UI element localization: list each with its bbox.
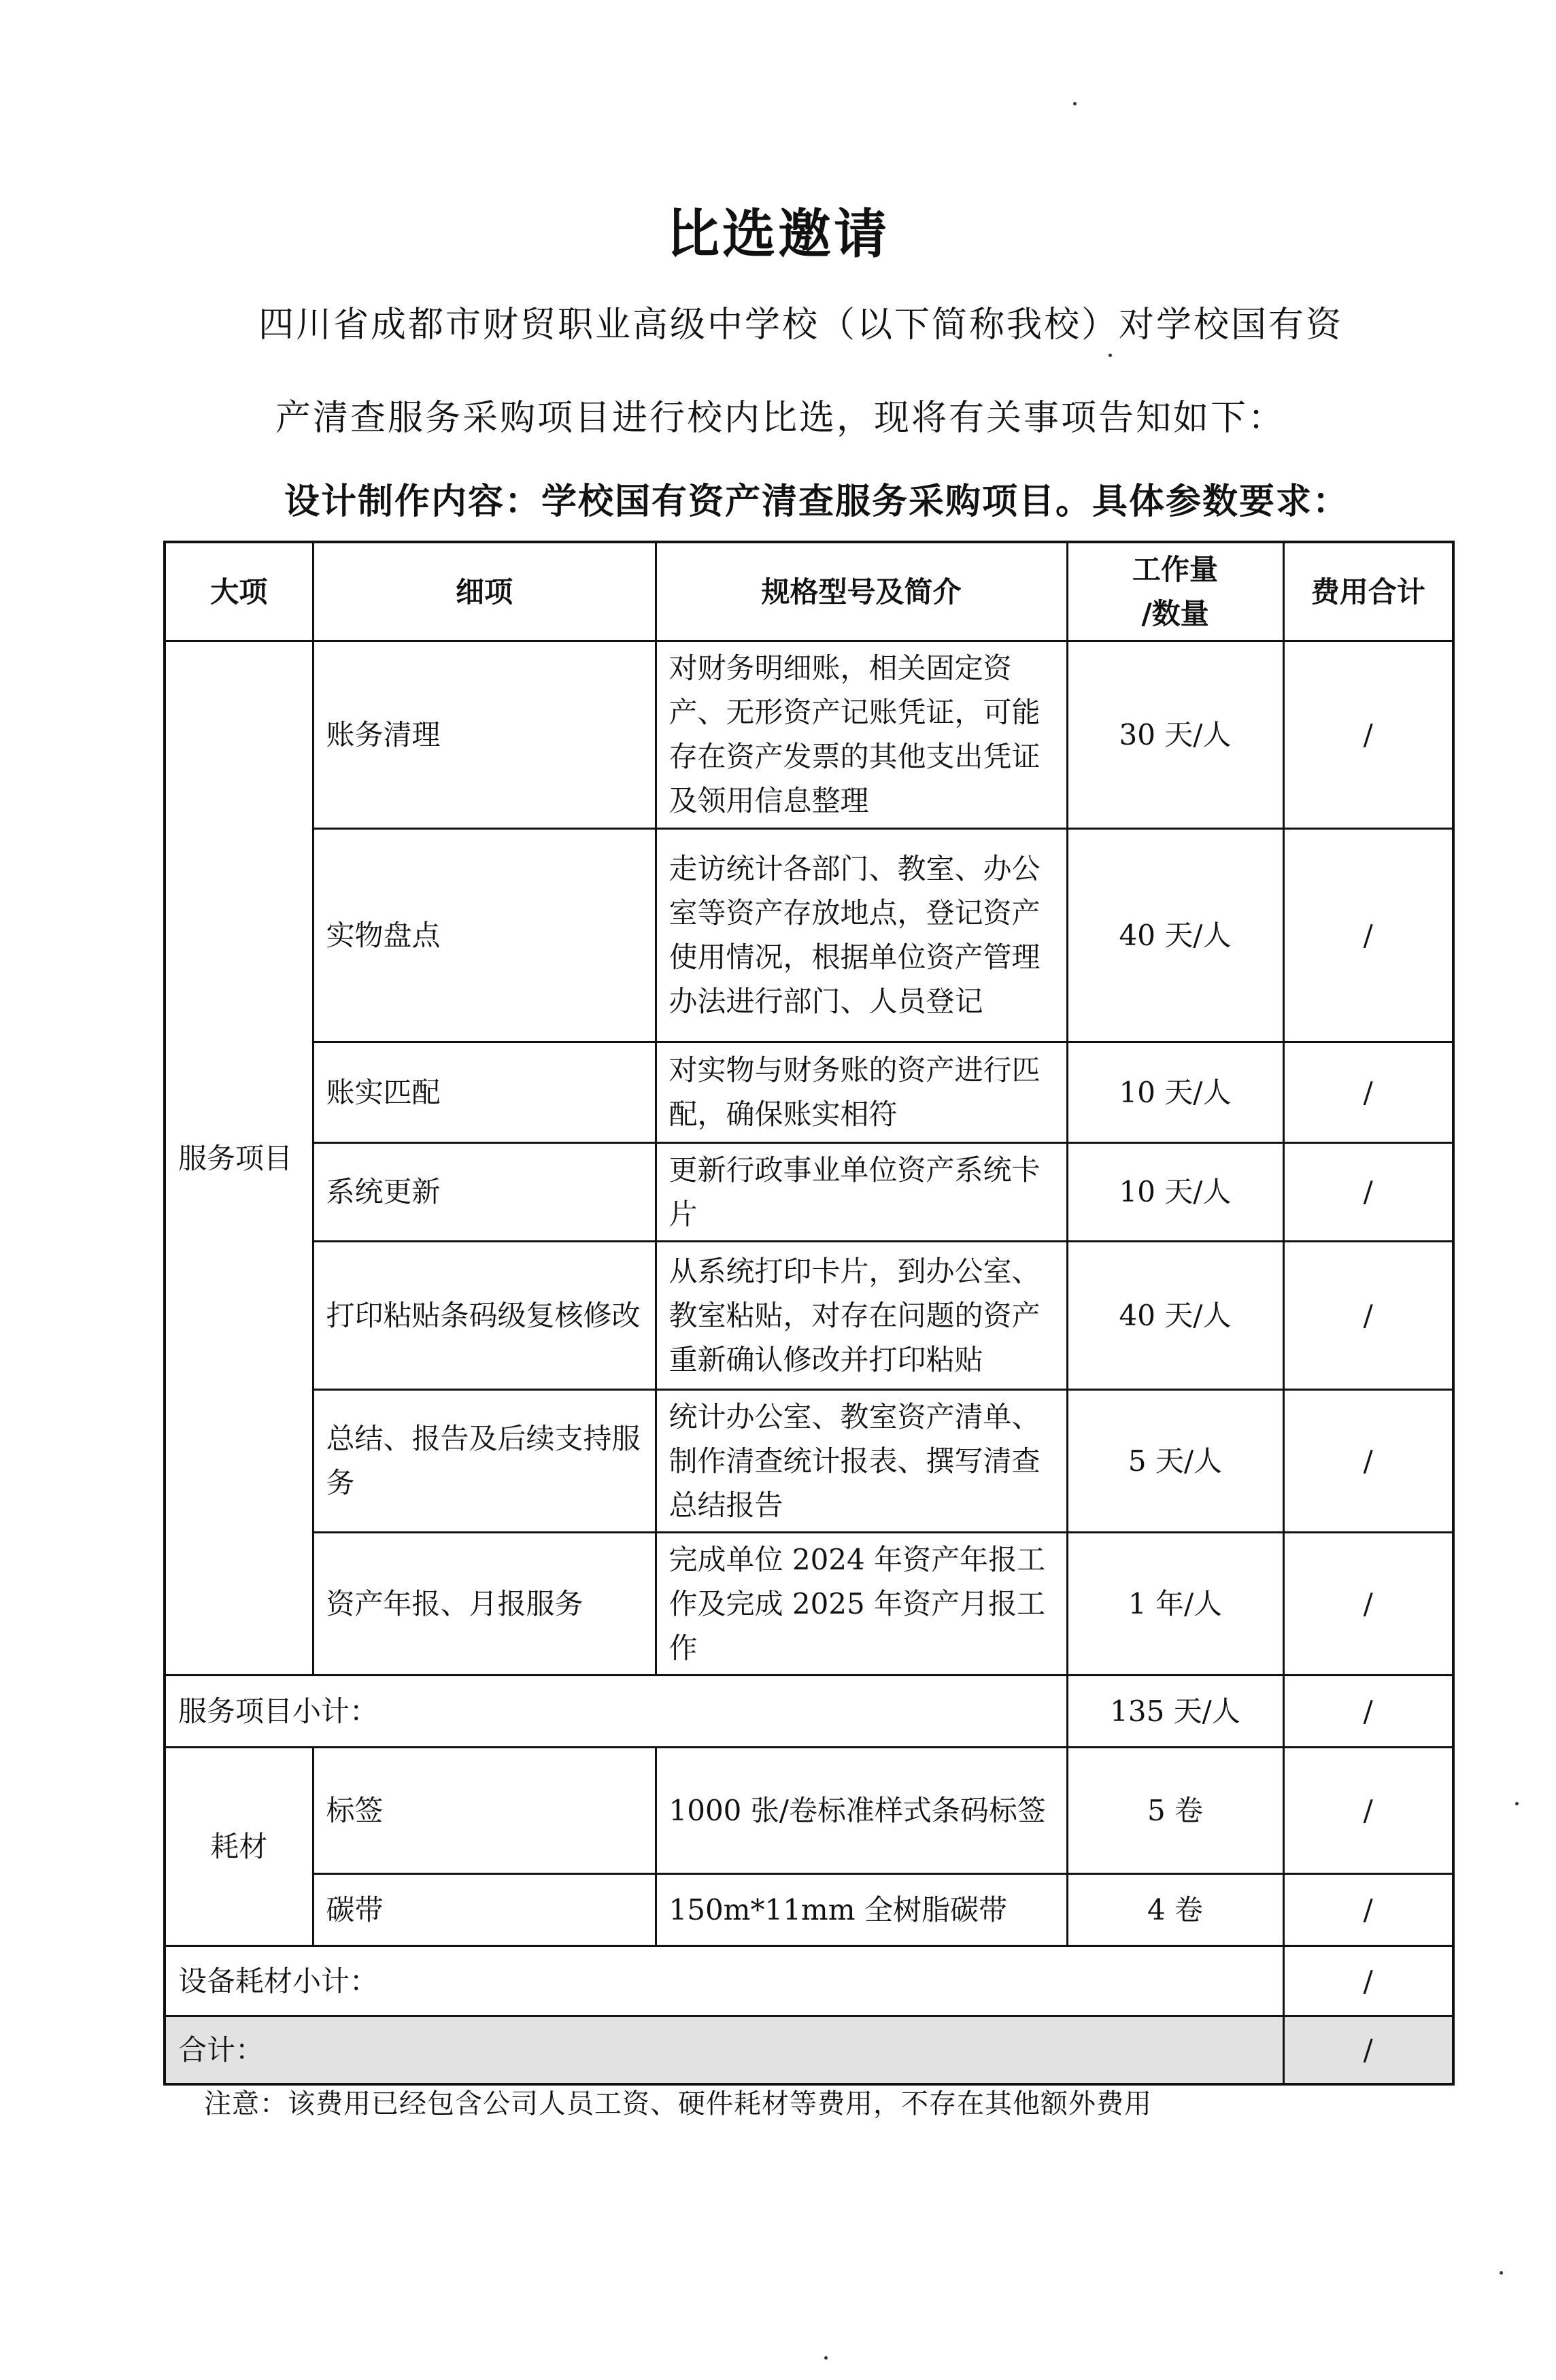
row-qty: 10 天/人 [1067,1042,1283,1142]
note-text: 注意：该费用已经包含公司人员工资、硬件耗材等费用，不存在其他额外费用 [204,2088,1152,2120]
row-item: 账实匹配 [313,1042,656,1142]
row-spec: 对财务明细账，相关固定资产、无形资产记账凭证，可能存在资产发票的其他支出凭证及领用信息整理 [656,641,1067,828]
row-item: 系统更新 [313,1142,656,1241]
scan-speck [1515,1802,1519,1805]
table-row [165,828,1453,1042]
table-row [165,1142,1453,1241]
row-spec: 更新行政事业单位资产系统卡片 [656,1142,1067,1241]
total-label: 合计： [165,2016,1283,2084]
table-row [165,1533,1453,1676]
row-qty: 10 天/人 [1067,1142,1283,1241]
intro-line-2: 产清查服务采购项目进行校内比选，现将有关事项告知如下： [275,398,1286,439]
table-row [165,1748,1453,1874]
scan-speck [1500,2271,1503,2275]
row-item: 实物盘点 [313,828,656,1042]
total-row [165,2016,1453,2084]
row-cost: / [1283,1533,1453,1676]
row-cost: / [1283,1042,1453,1142]
header-row [165,542,1453,641]
material-subtotal-label: 设备耗材小计： [165,1946,1283,2016]
row-item: 标签 [313,1748,656,1874]
row-qty: 1 年/人 [1067,1533,1283,1676]
service-subtotal-cost: / [1283,1676,1453,1748]
row-cost: / [1283,1874,1453,1946]
row-qty: 5 天/人 [1067,1389,1283,1532]
requirements-table [163,541,1455,2086]
material-category: 耗材 [165,1748,313,1946]
scan-speck [1109,354,1112,357]
header-cost: 费用合计 [1283,542,1453,641]
header-workload [1067,542,1283,641]
table-row [165,1874,1453,1946]
design-content: 设计制作内容：学校国有资产清查服务采购项目。具体参数要求： [284,481,1350,522]
row-spec: 对实物与财务账的资产进行匹配，确保账实相符 [656,1042,1067,1142]
row-cost: / [1283,1241,1453,1389]
row-qty: 30 天/人 [1067,641,1283,828]
material-subtotal-cost: / [1283,1946,1453,2016]
row-qty: 40 天/人 [1067,1241,1283,1389]
row-item: 碳带 [313,1874,656,1946]
header-workload-line1: 工作量 [1132,553,1218,586]
row-spec: 从系统打印卡片，到办公室、教室粘贴，对存在问题的资产重新确认修改并打印粘贴 [656,1241,1067,1389]
service-subtotal-label: 服务项目小计： [165,1676,1067,1748]
row-qty: 5 卷 [1067,1748,1283,1874]
table-row [165,1389,1453,1532]
row-cost: / [1283,1748,1453,1874]
header-category: 大项 [165,542,313,641]
row-spec: 走访统计各部门、教室、办公室等资产存放地点，登记资产使用情况，根据单位资产管理办法进行部门、人员登记 [656,828,1067,1042]
row-item: 打印粘贴条码级复核修改 [313,1241,656,1389]
total-cost: / [1283,2016,1453,2084]
row-spec: 150m*11mm 全树脂碳带 [656,1874,1067,1946]
header-spec: 规格型号及简介 [656,542,1067,641]
row-item: 账务清理 [313,641,656,828]
page-title: 比选邀请 [666,204,890,265]
row-cost: / [1283,1142,1453,1241]
row-qty: 40 天/人 [1067,828,1283,1042]
intro-line-1: 四川省成都市财贸职业高级中学校（以下简称我校）对学校国有资 [258,305,1344,345]
row-item: 总结、报告及后续支持服务 [313,1389,656,1532]
header-workload-line2: /数量 [1141,597,1209,631]
header-item: 细项 [313,542,656,641]
table-row [165,1241,1453,1389]
row-spec: 完成单位 2024 年资产年报工作及完成 2025 年资产月报工作 [656,1533,1067,1676]
row-spec: 1000 张/卷标准样式条码标签 [656,1748,1067,1874]
service-subtotal-row [165,1676,1453,1748]
scan-speck [824,2356,828,2360]
row-qty: 4 卷 [1067,1874,1283,1946]
row-cost: / [1283,1389,1453,1532]
service-subtotal-qty: 135 天/人 [1067,1676,1283,1748]
row-cost: / [1283,641,1453,828]
row-item: 资产年报、月报服务 [313,1533,656,1676]
table-row [165,1042,1453,1142]
table-row [165,641,1453,828]
scan-speck [1073,102,1077,105]
row-cost: / [1283,828,1453,1042]
row-spec: 统计办公室、教室资产清单、制作清查统计报表、撰写清查总结报告 [656,1389,1067,1532]
service-category: 服务项目 [165,641,313,1676]
material-subtotal-row [165,1946,1453,2016]
